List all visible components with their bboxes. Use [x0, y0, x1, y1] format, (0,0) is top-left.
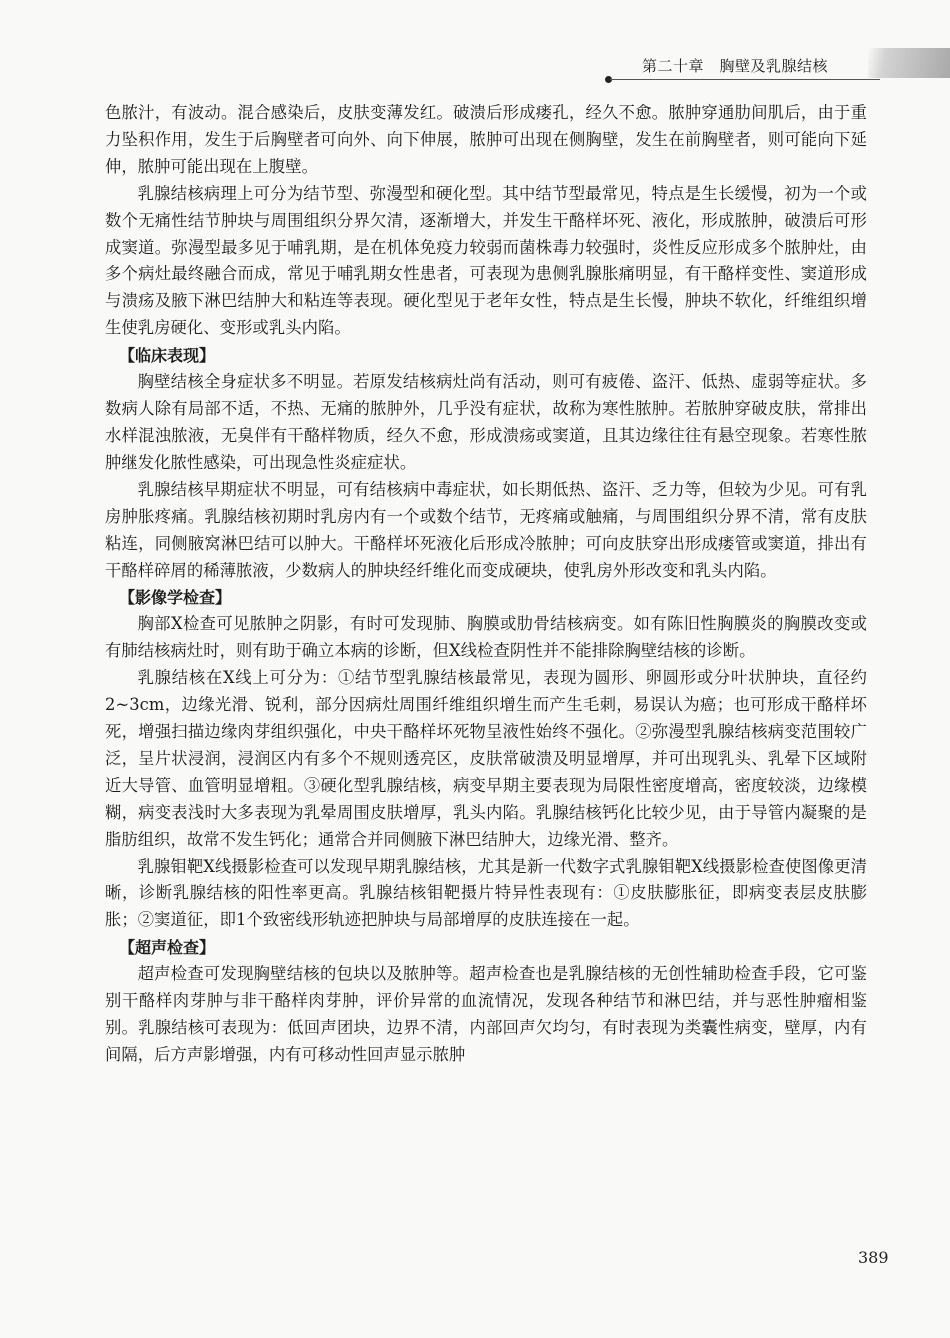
header-gradient-tab	[868, 48, 950, 78]
chapter-title: 第二十章 胸壁及乳腺结核	[642, 57, 829, 75]
paragraph: 乳腺结核病理上可分为结节型、弥漫型和硬化型。其中结节型最常见，特点是生长缓慢，初为一个或数个无痛性结节肿块与周围组织分界欠清，逐渐增大，并发生干酪样坏死、液化，形成脓肿，破溃后可形成窦道。弥漫型最多见于哺乳期，是在机体免疫力较弱而菌株毒力较强时，炎性反应形成多个脓肿灶，由多个病灶最终融合而成，常见于哺乳期女性患者，可表现为患侧乳腺胀痛明显，有干酪样变性、窦道形成与溃疡及腋下淋巴结肿大和粘连等表现。硬化型见于老年女性，特点是生长慢，肿块不软化，纤维组织增生使乳房硬化、变形或乳头内陷。	[105, 183, 867, 338]
section-heading-clinical: 【临床表现】	[119, 346, 216, 366]
section-heading-ultrasound: 【超声检查】	[119, 938, 216, 958]
page-body	[105, 100, 867, 1069]
paragraph: 乳腺结核在X线上可分为：①结节型乳腺结核最常见，表现为圆形、卵圆形或分叶状肿块，直径约2~3cm，边缘光滑、锐利，部分因病灶周围纤维组织增生而产生毛刺，易误认为癌；也可形成干酪样坏死，增强扫描边缘肉芽组织强化，中央干酪样坏死物呈液性始终不强化。②弥漫型乳腺结核病变范围较广泛，呈片状浸润，浸润区内有多个不规则透亮区，皮肤常破溃及明显增厚，并可出现乳头、乳晕下区域附近大导管、血管明显增粗。③硬化型乳腺结核，病变早期主要表现为局限性密度增高，密度较淡，边缘模糊，病变表浅时大多表现为乳晕周围皮肤增厚，乳头内陷。乳腺结核钙化比较少见，由于导管内凝聚的是脂肪组织，故常不发生钙化；通常合并同侧腋下淋巴结肿大，边缘光滑、整齐。	[105, 668, 867, 849]
paragraph: 超声检查可发现胸壁结核的包块以及脓肿等。超声检查也是乳腺结核的无创性辅助检查手段，它可鉴别干酪样肉芽肿与非干酪样肉芽肿，评价异常的血流情况，发现各种结节和淋巴结，并与恶性肿瘤相鉴别。乳腺结核可表现为：低回声团块，边界不清，内部回声欠均匀，有时表现为类囊性病变，壁厚，内有间隔，后方声影增强，内有可移动性回声显示脓肿	[105, 964, 867, 1064]
page-number: 389	[858, 1248, 889, 1267]
paragraph: 胸部X检查可见脓肿之阴影，有时可发现肺、胸膜或肋骨结核病变。如有陈旧性胸膜炎的胸膜改变或有肺结核病灶时，则有助于确立本病的诊断，但X线检查阴性并不能排除胸壁结核的诊断。	[105, 614, 867, 661]
paragraph: 胸壁结核全身症状多不明显。若原发结核病灶尚有活动，则可有疲倦、盗汗、低热、虚弱等症状。多数病人除有局部不适，不热、无痛的脓肿外，几乎没有症状，故称为寒性脓肿。若脓肿穿破皮肤，常排出水样混浊脓液，无臭伴有干酪样物质，经久不愈，形成溃疡或窦道，且其边缘往往有悬空现象。若寒性脓肿继发化脓性感染，可出现急性炎症症状。	[105, 372, 867, 472]
paragraph: 乳腺结核早期症状不明显，可有结核病中毒症状，如长期低热、盗汗、乏力等，但较为少见。可有乳房肿胀疼痛。乳腺结核初期时乳房内有一个或数个结节，无疼痛或触痛，与周围组织分界不清，常有皮肤粘连，同侧腋窝淋巴结可以肿大。干酪样坏死液化后形成冷脓肿；可向皮肤穿出形成瘘管或窦道，排出有干酪样碎屑的稀薄脓液，少数病人的肿块经纤维化而变成硬块，使乳房外形改变和乳头内陷。	[105, 479, 867, 580]
page-header	[0, 0, 950, 90]
paragraph: 乳腺钼靶X线摄影检查可以发现早期乳腺结核，尤其是新一代数字式乳腺钼靶X线摄影检查使图像更清晰，诊断乳腺结核的阳性率更高。乳腺结核钼靶摄片特异性表现有：①皮肤膨胀征，即病变表层皮肤膨胀；②窦道征，即1个致密线形轨迹把肿块与局部增厚的皮肤连接在一起。	[105, 856, 867, 930]
section-heading-imaging: 【影像学检查】	[119, 588, 232, 608]
paragraph: 色脓汁，有波动。混合感染后，皮肤变薄发红。破溃后形成瘘孔，经久不愈。脓肿穿通肋间肌后，由于重力坠积作用，发生于后胸壁者可向外、向下伸展，脓肿可出现在侧胸壁，发生在前胸壁者，则可能向下延伸，脓肿可能出现在上腹壁。	[105, 103, 867, 176]
header-rule	[610, 79, 880, 80]
